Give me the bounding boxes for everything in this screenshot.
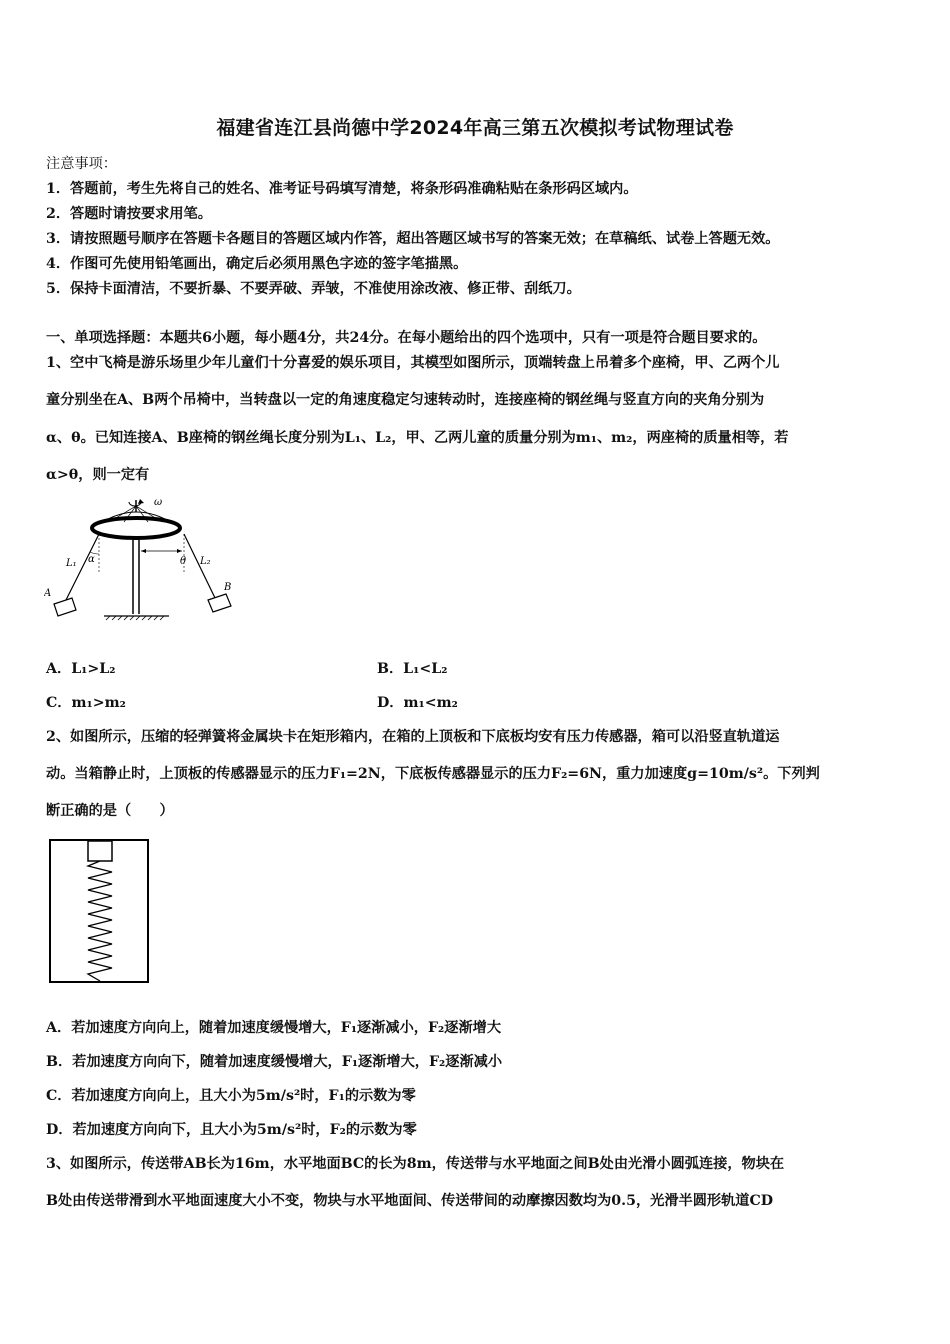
- q2-option-a: A．若加速度方向向上，随着加速度缓慢增大，F₁逐渐减小，F₂逐渐增大: [46, 1020, 502, 1036]
- question-1-text: α>θ，则一定有: [46, 467, 150, 483]
- notice-heading: 注意事项：: [46, 156, 117, 172]
- b-label: B: [224, 582, 232, 593]
- question-2-text: 断正确的是（ ）: [46, 803, 174, 819]
- q2-option-d: D．若加速度方向向下，且大小为5m/s²时，F₂的示数为零: [46, 1122, 417, 1138]
- q1-option-b: B．L₁<L₂: [377, 661, 448, 677]
- question-2-text: 动。当箱静止时，上顶板的传感器显示的压力F₁=2N，下底板传感器显示的压力F₂=6N，重力加速度g=10m/s²。下列判: [46, 766, 820, 782]
- q1-option-d: D．m₁<m₂: [377, 695, 458, 711]
- theta-label: θ: [180, 556, 187, 567]
- question-1-text: 1、空中飞椅是游乐场里少年儿童们十分喜爱的娱乐项目，其模型如图所示，顶端转盘上吊着多个座椅，甲、乙两个儿: [46, 355, 780, 371]
- page-title: 福建省连江县尚德中学2024年高三第五次模拟考试物理试卷: [216, 117, 734, 139]
- q1-option-a: A．L₁>L₂: [46, 661, 116, 677]
- l2-label: L₂: [200, 556, 211, 567]
- section-heading: 一、单项选择题：本题共6小题，每小题4分，共24分。在每小题给出的四个选项中，只有一项是符合题目要求的。: [46, 330, 767, 346]
- q1-option-c: C．m₁>m₂: [46, 695, 126, 711]
- question-2-text: 2、如图所示，压缩的轻弹簧将金属块卡在矩形箱内，在箱的上顶板和下底板均安有压力传感器，箱可以沿竖直轨道运: [46, 729, 780, 745]
- question-3-text: B处由传送带滑到水平地面速度大小不变，物块与水平地面间、传送带间的动摩擦因数均为0.5，光滑半圆形轨道CD: [46, 1193, 774, 1209]
- spring-box-figure: [48, 838, 152, 986]
- question-1-text: 童分别坐在A、B两个吊椅中，当转盘以一定的角速度稳定匀速转动时，连接座椅的钢丝绳与竖直方向的夹角分别为: [46, 392, 765, 408]
- notice-item: 4．作图可先使用铅笔画出，确定后必须用黑色字迹的签字笔描黑。: [46, 256, 468, 272]
- flying-chair-figure: [44, 492, 244, 632]
- notice-item: 5．保持卡面清洁，不要折暴、不要弄破、弄皱，不准使用涂改液、修正带、刮纸刀。: [46, 281, 581, 297]
- notice-item: 3．请按照题号顺序在答题卡各题目的答题区域内作答，超出答题区域书写的答案无效；在草稿纸、试卷上答题无效。: [46, 231, 780, 247]
- q2-option-c: C．若加速度方向向上，且大小为5m/s²时，F₁的示数为零: [46, 1088, 416, 1104]
- notice-item: 2．答题时请按要求用笔。: [46, 206, 212, 222]
- omega-label: ω: [154, 497, 163, 508]
- alpha-label: α: [88, 554, 95, 565]
- l1-label: L₁: [66, 558, 77, 569]
- q2-option-b: B．若加速度方向向下，随着加速度缓慢增大，F₁逐渐增大，F₂逐渐减小: [46, 1054, 503, 1070]
- question-3-text: 3、如图所示，传送带AB长为16m，水平地面BC的长为8m，传送带与水平地面之间B处由光滑小圆弧连接，物块在: [46, 1156, 785, 1172]
- question-1-text: α、θ。已知连接A、B座椅的钢丝绳长度分别为L₁、L₂，甲、乙两儿童的质量分别为m₁、m₂，两座椅的质量相等，若: [46, 430, 789, 446]
- notice-item: 1．答题前，考生先将自己的姓名、准考证号码填写清楚，将条形码准确粘贴在条形码区域内。: [46, 181, 638, 197]
- a-label: A: [44, 588, 52, 599]
